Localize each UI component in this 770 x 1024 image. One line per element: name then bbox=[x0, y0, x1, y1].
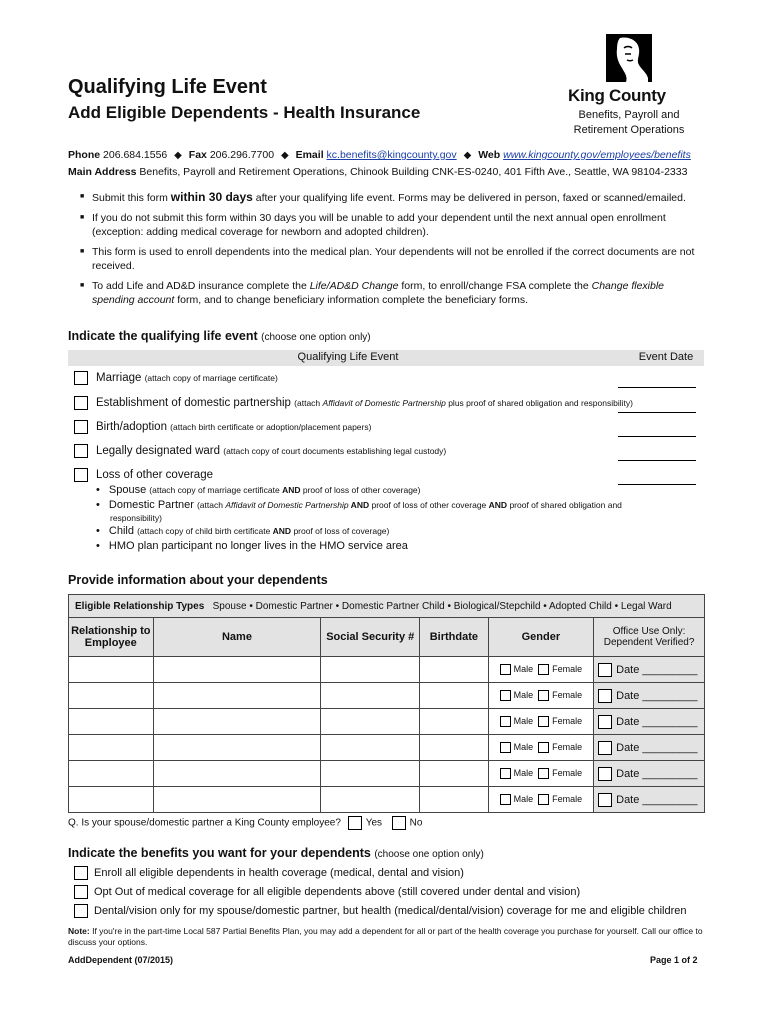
loss-sub-spouse bbox=[96, 484, 421, 496]
date-label: Date _________ bbox=[616, 767, 698, 780]
office-use-cell bbox=[594, 787, 705, 813]
event-date-field[interactable] bbox=[618, 483, 696, 485]
male-checkbox[interactable] bbox=[500, 716, 511, 727]
sub-note: proof of loss of coverage) bbox=[291, 526, 390, 536]
col-relationship bbox=[69, 618, 154, 657]
event-loss-of-coverage bbox=[74, 468, 213, 482]
male-label: Male bbox=[513, 689, 534, 700]
event-note: (attach bbox=[294, 398, 323, 409]
diamond-icon: ◆ bbox=[463, 150, 472, 161]
event-label: Loss of other coverage bbox=[96, 469, 213, 482]
office-use-cell bbox=[594, 683, 705, 709]
event-date-field[interactable] bbox=[618, 386, 696, 388]
no-label: No bbox=[409, 817, 423, 829]
gender-cell bbox=[488, 735, 593, 761]
ssn-input[interactable] bbox=[321, 683, 420, 709]
office-use-cell bbox=[594, 761, 705, 787]
instruction-item bbox=[80, 279, 704, 307]
verified-checkbox[interactable] bbox=[598, 793, 612, 807]
question-text: Q. Is your spouse/domestic partner a King County employee? bbox=[68, 817, 341, 829]
gender-cell bbox=[488, 683, 593, 709]
event-note: plus proof of shared obligation and responsibility) bbox=[445, 398, 633, 409]
table-row bbox=[69, 735, 705, 761]
male-label: Male bbox=[513, 793, 534, 804]
male-checkbox[interactable] bbox=[500, 742, 511, 753]
event-date-field[interactable] bbox=[618, 411, 696, 413]
diamond-icon: ◆ bbox=[174, 150, 182, 161]
female-checkbox[interactable] bbox=[538, 742, 549, 753]
office-use-line1: Office Use Only: bbox=[612, 626, 686, 637]
sub-note: (attach bbox=[196, 500, 226, 510]
col-event-header: Qualifying Life Event bbox=[297, 351, 399, 363]
benefits-heading bbox=[68, 846, 484, 860]
col-date-header: Event Date bbox=[638, 351, 694, 363]
relationship-input[interactable] bbox=[69, 787, 154, 813]
loss-of-coverage-checkbox[interactable] bbox=[74, 468, 88, 482]
sub-note: AND bbox=[272, 526, 292, 536]
female-label: Female bbox=[552, 793, 583, 804]
table-header-row bbox=[69, 618, 705, 657]
verified-checkbox[interactable] bbox=[598, 767, 612, 781]
instruction-text: Submit this form bbox=[92, 192, 171, 204]
dependents-table bbox=[68, 594, 705, 813]
instruction-item: ■ This form is used to enroll dependents into the medical plan. Your dependents will not be enrolled if the correct documents are not received. bbox=[80, 245, 704, 273]
event-label: Legally designated ward bbox=[96, 445, 221, 458]
dept-line-1: Benefits, Payroll and bbox=[578, 109, 680, 121]
birthdate-input[interactable] bbox=[420, 735, 489, 761]
event-note: (attach copy of court documents establishing legal custody) bbox=[223, 446, 447, 457]
col-office-use bbox=[594, 618, 705, 657]
female-checkbox[interactable] bbox=[538, 664, 549, 675]
col-relationship-line2: Employee bbox=[84, 637, 137, 649]
loss-sub-domestic-partner bbox=[96, 499, 622, 511]
king-county-logo bbox=[606, 34, 652, 82]
instruction-item bbox=[80, 190, 704, 205]
date-label: Date _________ bbox=[616, 715, 698, 728]
name-input[interactable] bbox=[153, 683, 321, 709]
female-checkbox[interactable] bbox=[538, 690, 549, 701]
sub-note: AND bbox=[348, 500, 370, 510]
verified-checkbox[interactable] bbox=[598, 741, 612, 755]
relationship-input[interactable] bbox=[69, 709, 154, 735]
yes-label: Yes bbox=[365, 817, 383, 829]
relationship-input[interactable] bbox=[69, 657, 154, 683]
name-input[interactable] bbox=[153, 657, 321, 683]
enroll-all-checkbox[interactable] bbox=[74, 866, 88, 880]
event-label: Birth/adoption bbox=[96, 421, 167, 434]
instruction-text: To add Life and AD&D insurance complete the bbox=[92, 280, 310, 292]
event-legal-ward bbox=[74, 444, 446, 458]
table-row bbox=[69, 787, 705, 813]
address-text: Benefits, Payroll and Retirement Operations, Chinook Building CNK-ES-0240, 401 Fifth Ave., Seattle, WA 98104-2333 bbox=[139, 166, 688, 178]
fax-label: Fax bbox=[188, 149, 207, 161]
relationship-input[interactable] bbox=[69, 761, 154, 787]
note-text: If you're in the part-time Local 587 Partial Benefits Plan, you may add a dependent for all or part of the health coverage you purchase for yourself. Call our office to discuss your options. bbox=[68, 926, 703, 947]
office-use-cell bbox=[594, 657, 705, 683]
loss-sub-hmo bbox=[96, 540, 408, 552]
sub-label: Child bbox=[108, 525, 134, 537]
relationship-input[interactable] bbox=[69, 735, 154, 761]
table-row bbox=[69, 657, 705, 683]
birthdate-input[interactable] bbox=[420, 657, 489, 683]
female-label: Female bbox=[552, 689, 583, 700]
email-link[interactable]: kc.benefits@kingcounty.gov bbox=[326, 149, 457, 161]
birthdate-input[interactable] bbox=[420, 761, 489, 787]
birthdate-input[interactable] bbox=[420, 683, 489, 709]
form-name: Life/AD&D Change bbox=[309, 280, 399, 292]
phone-number: 206.684.1556 bbox=[103, 149, 168, 161]
table-row bbox=[69, 761, 705, 787]
gender-cell bbox=[488, 709, 593, 735]
benefits-heading-text: Indicate the benefits you want for your dependents bbox=[68, 846, 371, 860]
instruction-item: ■ If you do not submit this form within 30 days you will be unable to add your dependent until the next annual open enrollment (exception: adding medical coverage for newborn and adopted children). bbox=[80, 211, 704, 239]
ssn-input[interactable] bbox=[321, 657, 420, 683]
web-link[interactable]: www.kingcounty.gov/employees/benefits bbox=[503, 149, 691, 161]
sub-note: AND bbox=[488, 500, 508, 510]
types-label: Eligible Relationship Types bbox=[75, 600, 205, 612]
date-label: Date _________ bbox=[616, 689, 698, 702]
office-use-cell bbox=[594, 735, 705, 761]
event-domestic-partnership bbox=[74, 396, 633, 410]
contact-line bbox=[68, 149, 691, 161]
sub-label: HMO plan participant no longer lives in the HMO service area bbox=[108, 540, 408, 552]
col-birthdate: Birthdate bbox=[420, 618, 489, 657]
date-label: Date _________ bbox=[616, 663, 698, 676]
ssn-input[interactable] bbox=[321, 709, 420, 735]
sub-label: Domestic Partner bbox=[108, 499, 194, 511]
male-checkbox[interactable] bbox=[500, 664, 511, 675]
name-input[interactable] bbox=[153, 761, 321, 787]
birth-adoption-checkbox[interactable] bbox=[74, 420, 88, 434]
marriage-checkbox[interactable] bbox=[74, 371, 88, 385]
form-id: AddDependent (07/2015) bbox=[68, 955, 174, 965]
page-number: Page 1 of 2 bbox=[650, 955, 698, 965]
sub-note-continued: responsibility) bbox=[110, 513, 162, 523]
domestic-partnership-checkbox[interactable] bbox=[74, 396, 88, 410]
loss-sub-child bbox=[96, 525, 389, 537]
option-label: Opt Out of medical coverage for all eligible dependents above (still covered under dental and vision) bbox=[94, 885, 581, 898]
col-ssn: Social Security # bbox=[321, 618, 420, 657]
relationship-input[interactable] bbox=[69, 683, 154, 709]
office-use-line2: Dependent Verified? bbox=[603, 637, 695, 648]
sub-note: Affidavit of Domestic Partnership bbox=[225, 500, 349, 510]
web-label: Web bbox=[478, 149, 501, 161]
option-label: Dental/vision only for my spouse/domestic partner, but health (medical/dental/vision) coverage for me and eligible children bbox=[94, 904, 687, 917]
form-subtitle: Add Eligible Dependents - Health Insurance bbox=[68, 103, 421, 122]
option-label: Enroll all eligible dependents in health coverage (medical, dental and vision) bbox=[94, 866, 464, 879]
fax-number: 206.296.7700 bbox=[209, 149, 275, 161]
phone-label: Phone bbox=[68, 149, 101, 161]
female-label: Female bbox=[552, 767, 583, 778]
male-checkbox[interactable] bbox=[500, 768, 511, 779]
mlk-portrait-icon bbox=[606, 34, 652, 82]
opt-out-checkbox[interactable] bbox=[74, 885, 88, 899]
sub-note: proof of shared obligation and bbox=[507, 500, 622, 510]
table-row bbox=[69, 683, 705, 709]
female-label: Female bbox=[552, 741, 583, 752]
sub-label: Spouse bbox=[108, 484, 147, 496]
qle-heading-note: (choose one option only) bbox=[261, 332, 371, 343]
male-checkbox[interactable] bbox=[500, 690, 511, 701]
col-name: Name bbox=[153, 618, 321, 657]
event-label: Establishment of domestic partnership bbox=[96, 397, 291, 410]
sub-note: proof of loss of other coverage bbox=[369, 500, 489, 510]
event-date-field[interactable] bbox=[618, 459, 696, 461]
form-name: Change flexible spending account bbox=[92, 280, 665, 306]
date-label: Date _________ bbox=[616, 741, 698, 754]
office-use-cell bbox=[594, 709, 705, 735]
logo-wordmark: King County bbox=[568, 86, 666, 105]
benefit-option-dental-vision bbox=[74, 904, 686, 918]
male-label: Male bbox=[513, 767, 534, 778]
female-checkbox[interactable] bbox=[538, 794, 549, 805]
gender-cell bbox=[488, 761, 593, 787]
instruction-text: after your qualifying life event. Forms may be delivered in person, faxed or scanned/emailed. bbox=[252, 192, 686, 204]
gender-cell bbox=[488, 787, 593, 813]
female-label: Female bbox=[552, 715, 583, 726]
types-list: Spouse • Domestic Partner • Domestic Partner Child • Biological/Stepchild • Adopted Child • Legal Ward bbox=[212, 600, 672, 612]
diamond-icon: ◆ bbox=[280, 150, 289, 161]
dental-vision-checkbox[interactable] bbox=[74, 904, 88, 918]
yes-checkbox[interactable] bbox=[348, 816, 362, 830]
qle-header-bar bbox=[68, 350, 704, 366]
gender-cell bbox=[488, 657, 593, 683]
department-name bbox=[544, 108, 714, 138]
birthdate-input[interactable] bbox=[420, 787, 489, 813]
sub-note: AND bbox=[282, 485, 301, 495]
event-label: Marriage bbox=[96, 372, 142, 385]
col-gender: Gender bbox=[488, 618, 593, 657]
table-row bbox=[69, 709, 705, 735]
email-label: Email bbox=[295, 149, 324, 161]
ssn-input[interactable] bbox=[321, 761, 420, 787]
legal-ward-checkbox[interactable] bbox=[74, 444, 88, 458]
instructions-list bbox=[80, 190, 704, 313]
event-marriage bbox=[74, 371, 278, 385]
birthdate-input[interactable] bbox=[420, 709, 489, 735]
name-input[interactable] bbox=[153, 709, 321, 735]
female-label: Female bbox=[552, 663, 583, 674]
event-note: (attach birth certificate or adoption/placement papers) bbox=[170, 422, 372, 433]
event-note: (attach copy of marriage certificate) bbox=[144, 373, 278, 384]
qle-heading-text: Indicate the qualifying life event bbox=[68, 329, 258, 343]
verified-checkbox[interactable] bbox=[598, 715, 612, 729]
male-checkbox[interactable] bbox=[500, 794, 511, 805]
qle-heading bbox=[68, 329, 371, 343]
benefit-option-enroll bbox=[74, 866, 464, 880]
address-label: Main Address bbox=[68, 166, 137, 178]
col-relationship-line1: Relationship to bbox=[71, 625, 151, 637]
sub-note: (attach copy of marriage certificate bbox=[149, 485, 283, 495]
note-label: Note: bbox=[68, 926, 90, 936]
event-birth-adoption bbox=[74, 420, 371, 434]
deadline-text: within 30 days bbox=[170, 190, 253, 204]
form-title: Qualifying Life Event bbox=[68, 76, 267, 98]
footer-note bbox=[68, 926, 704, 948]
male-label: Male bbox=[513, 663, 534, 674]
dependents-heading: Provide information about your dependents bbox=[68, 573, 328, 587]
male-label: Male bbox=[513, 741, 534, 752]
event-date-field[interactable] bbox=[618, 435, 696, 437]
instruction-text: form, to enroll/change FSA complete the bbox=[398, 280, 592, 292]
name-input[interactable] bbox=[153, 735, 321, 761]
verified-checkbox[interactable] bbox=[598, 689, 612, 703]
instruction-text: form, and to change beneficiary information complete the beneficiary forms. bbox=[174, 294, 529, 306]
ssn-input[interactable] bbox=[321, 787, 420, 813]
sub-note: proof of loss of other coverage) bbox=[300, 485, 421, 495]
main-address bbox=[68, 166, 687, 178]
relationship-types-row bbox=[69, 595, 705, 618]
verified-checkbox[interactable] bbox=[598, 663, 612, 677]
female-checkbox[interactable] bbox=[538, 768, 549, 779]
spouse-employee-question bbox=[68, 816, 422, 830]
male-label: Male bbox=[513, 715, 534, 726]
dept-line-2: Retirement Operations bbox=[573, 124, 685, 136]
date-label: Date _________ bbox=[616, 793, 698, 806]
sub-note: (attach copy of child birth certificate bbox=[137, 526, 273, 536]
event-note: Affidavit of Domestic Partnership bbox=[322, 398, 446, 409]
ssn-input[interactable] bbox=[321, 735, 420, 761]
no-checkbox[interactable] bbox=[392, 816, 406, 830]
name-input[interactable] bbox=[153, 787, 321, 813]
female-checkbox[interactable] bbox=[538, 716, 549, 727]
relationship-types bbox=[69, 595, 705, 618]
benefit-option-opt-out bbox=[74, 885, 580, 899]
benefits-heading-note: (choose one option only) bbox=[374, 849, 484, 860]
